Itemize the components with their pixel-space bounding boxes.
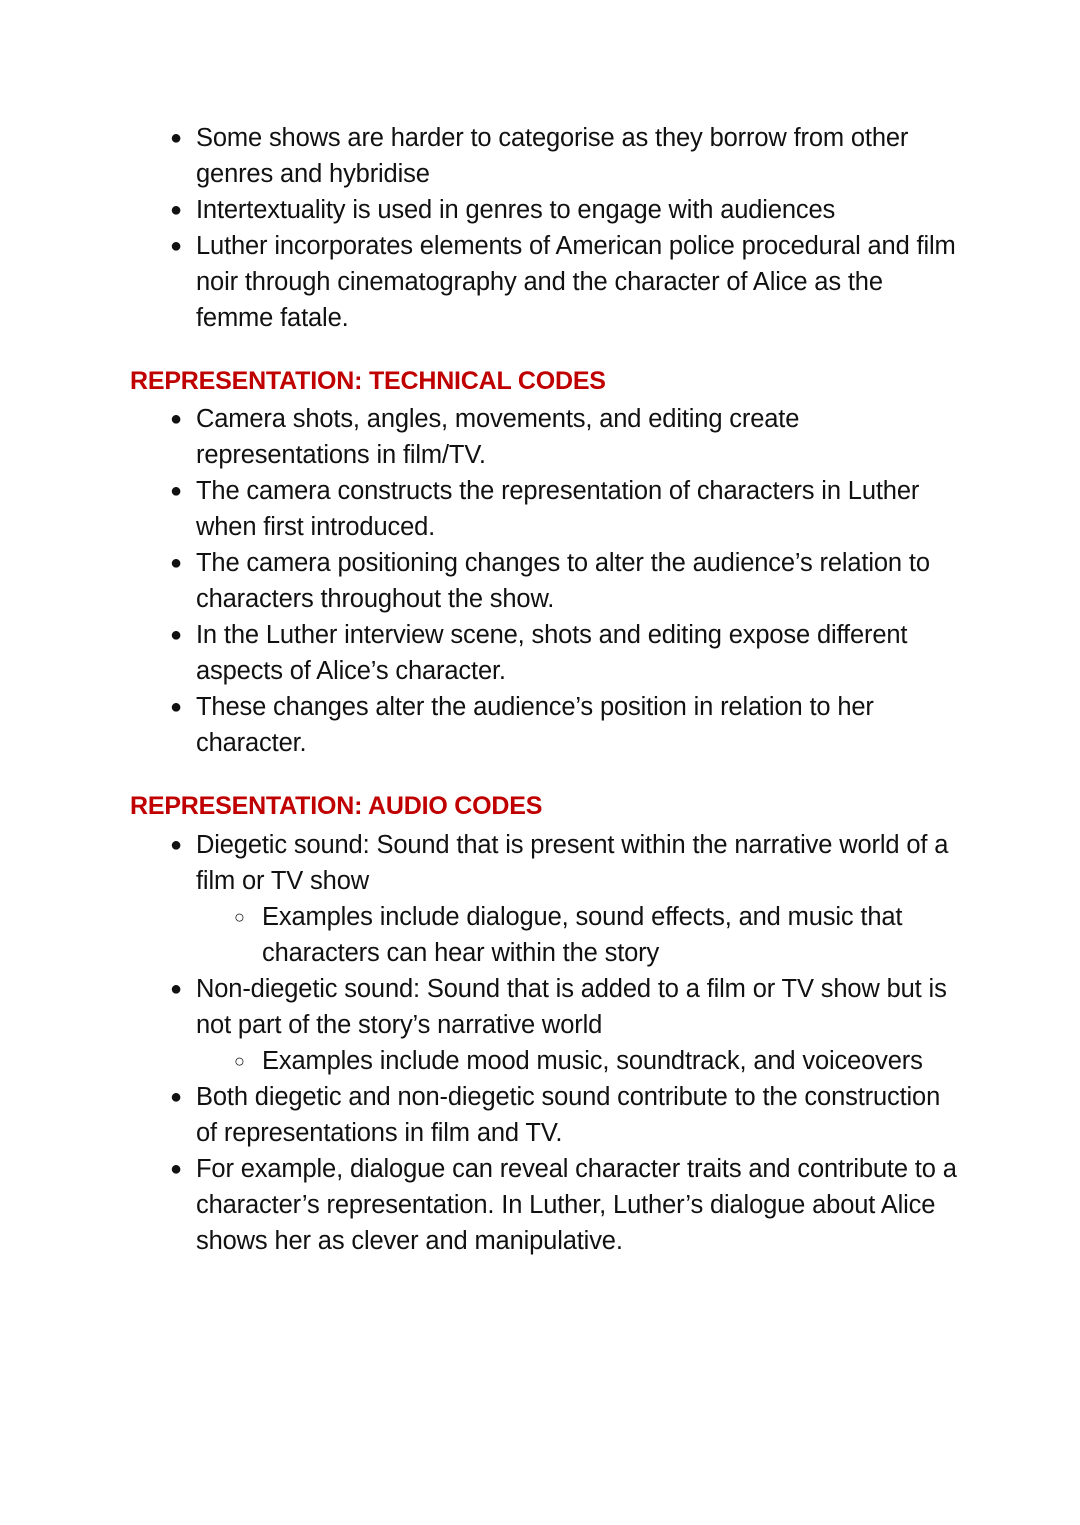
list-item (130, 971, 960, 1079)
bullet-icon: ● (170, 833, 182, 856)
list-item-text: Camera shots, angles, movements, and editing create representations in film/TV. (196, 405, 800, 470)
list-item-text: Both diegetic and non-diegetic sound contribute to the construction of representations in film and TV. (196, 1082, 941, 1147)
list-item (130, 228, 960, 336)
bullet-list (130, 120, 960, 336)
sub-bullet-icon: ○ (234, 1050, 245, 1071)
bullet-icon: ● (170, 977, 182, 1000)
list-item-text: The camera positioning changes to alter the audience’s relation to characters throughout the show. (196, 549, 930, 614)
bullet-icon: ● (170, 1157, 182, 1180)
list-item-text: Intertextuality is used in genres to engage with audiences (196, 196, 836, 224)
list-item (130, 120, 960, 192)
sub-list-item (196, 1043, 960, 1079)
list-item-text: In the Luther interview scene, shots and editing expose different aspects of Alice’s character. (196, 621, 908, 686)
bullet-icon: ● (170, 235, 182, 257)
list-item-text: Luther incorporates elements of American police procedural and film noir through cinematography and the character of Alice as the femme fatale. (196, 232, 956, 332)
list-item-text: Non-diegetic sound: Sound that is added to a film or TV show but is not part of the story’s narrative world (196, 974, 947, 1039)
list-item (130, 827, 960, 971)
list-item (130, 401, 960, 473)
list-item (130, 545, 960, 617)
bullet-icon: ● (170, 480, 182, 503)
sub-bullet-list (196, 899, 960, 971)
bullet-icon: ● (170, 552, 182, 575)
bullet-icon: ● (170, 1085, 182, 1108)
sub-list-item (196, 899, 960, 971)
document-content (130, 120, 960, 1259)
bullet-icon: ● (170, 696, 182, 719)
bullet-icon: ● (170, 624, 182, 647)
list-item-text: Some shows are harder to categorise as they borrow from other genres and hybridise (196, 124, 909, 188)
list-item (130, 473, 960, 545)
list-item (130, 689, 960, 761)
list-item (130, 617, 960, 689)
bullet-icon: ● (170, 199, 182, 221)
list-item-text: The camera constructs the representation of characters in Luther when first introduced. (196, 477, 920, 542)
sub-list-item-text: Examples include dialogue, sound effects, and music that characters can hear within the story (262, 902, 903, 967)
list-item-text: Diegetic sound: Sound that is present within the narrative world of a film or TV show (196, 830, 949, 895)
list-item-text: These changes alter the audience’s position in relation to her character. (196, 693, 874, 758)
sub-bullet-icon: ○ (234, 906, 245, 927)
bullet-icon: ● (170, 127, 182, 149)
list-item (130, 1079, 960, 1151)
sub-bullet-list (196, 1043, 960, 1079)
sub-list-item-text: Examples include mood music, soundtrack, and voiceovers (262, 1046, 923, 1075)
bullet-icon: ● (170, 408, 182, 431)
bullet-list (130, 401, 960, 761)
list-item (130, 1151, 960, 1259)
section-heading: REPRESENTATION: AUDIO CODES (130, 792, 543, 821)
section-heading: REPRESENTATION: TECHNICAL CODES (130, 367, 606, 395)
bullet-list (130, 827, 960, 1259)
list-item-text: For example, dialogue can reveal character traits and contribute to a character’s representation. In Luther, Luther’s dialogue about Alice shows her as clever and manipulative. (196, 1154, 957, 1255)
list-item (130, 192, 960, 228)
